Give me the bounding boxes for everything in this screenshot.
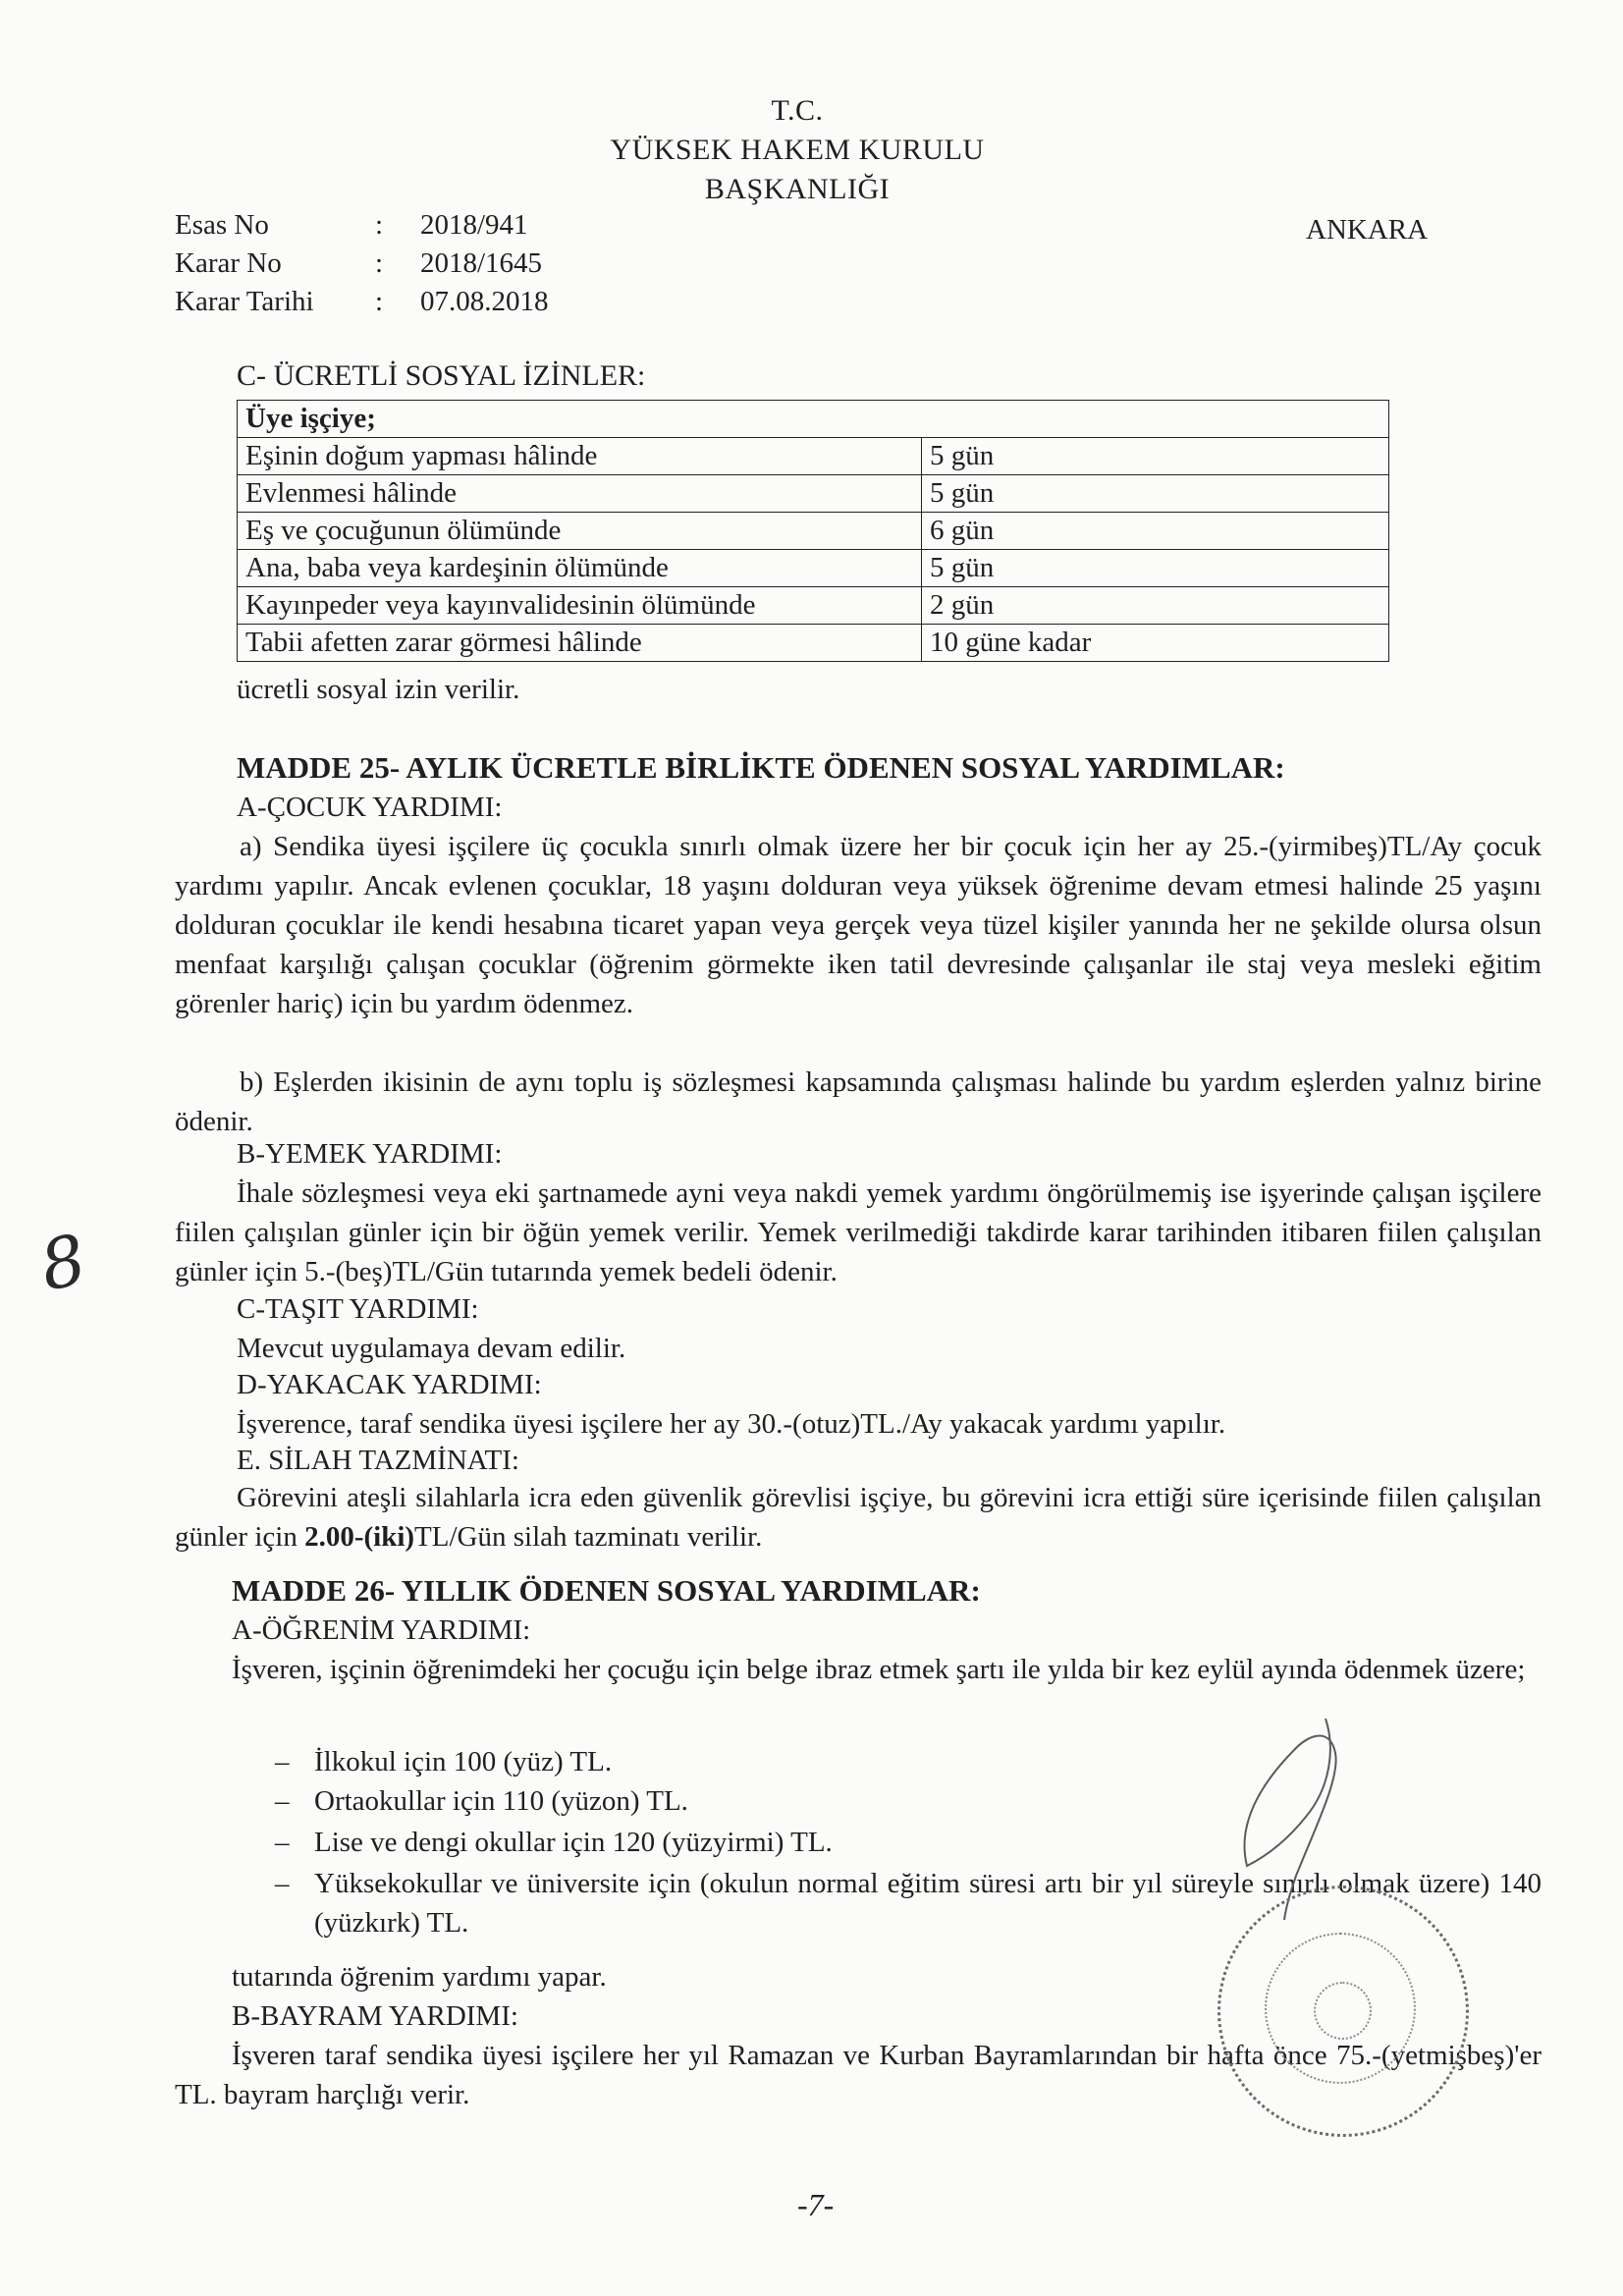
table-row (238, 513, 1389, 550)
table-row (238, 587, 1389, 625)
madde25-title: MADDE 25- AYLIK ÜCRETLE BİRLİKTE ÖDENEN SOSYAL YARDIMLAR: (237, 750, 1285, 785)
page-number: -7- (797, 2187, 835, 2222)
leave-value: 5 gün (922, 550, 1389, 587)
madde25-a-para-b-text: b) Eşlerden ikisinin de aynı toplu iş sözleşmesi kapsamında çalışması halinde bu yardım eşlerden yalnız birine ödenir. (175, 1066, 1542, 1137)
tarih-value: 07.08.2018 (420, 286, 549, 317)
madde26-title: MADDE 26- YILLIK ÖDENEN SOSYAL YARDIMLAR: (232, 1573, 981, 1608)
dash-marker: – (275, 1746, 290, 1777)
esas-value: 2018/941 (420, 209, 528, 241)
official-stamp-center (1314, 1982, 1372, 2040)
list-item-text: Yüksekokullar ve üniversite için (okulun normal eğitim süresi artı bir yıl süreyle sınırlı olmak üzere) 140 (yüzkırk) TL. (314, 1868, 1542, 1939)
madde26-a-para-text: İşveren, işçinin öğrenimdeki her çocuğu için belge ibraz etmek şartı ile yılda bir kez eylül ayında ödenmek üzere; (232, 1654, 1526, 1685)
official-stamp-icon (1217, 1886, 1469, 2137)
leave-label: Ana, baba veya kardeşinin ölümünde (238, 550, 922, 587)
madde25-b-title: B-YEMEK YARDIMI: (237, 1138, 503, 1170)
table-row (238, 625, 1389, 662)
list-item-text: Lise ve dengi okullar için 120 (yüzyirmi) TL. (314, 1827, 833, 1858)
table-row (238, 438, 1389, 475)
madde25-b-para (175, 1174, 1542, 1291)
header-department: BAŞKANLIĞI (704, 173, 891, 205)
list-item-text: Ortaokullar için 110 (yüzon) TL. (314, 1785, 688, 1817)
header-institution: YÜKSEK HAKEM KURULU (610, 134, 985, 166)
leave-label: Eşinin doğum yapması hâlinde (238, 438, 922, 475)
leave-label: Tabii afetten zarar görmesi hâlinde (238, 625, 922, 662)
madde25-a-para-a (175, 827, 1542, 1023)
list-item-text: İlkokul için 100 (yüz) TL. (314, 1746, 613, 1777)
madde25-b-para-text: İhale sözleşmesi veya eki şartnamede ayni veya nakdi yemek yardımı öngörülmemiş ise işyerinde çalışan işçilere fiilen çalışılan günler için bir öğün yemek verilir. Yemek verilmediği takdirde karar tarihinden itibaren fiilen çalışılan günler için 5.-(beş)TL/Gün tutarında yemek bedeli ödenir. (175, 1177, 1542, 1287)
leave-value: 10 güne kadar (922, 625, 1389, 662)
madde26-a-para (175, 1650, 1542, 1689)
dash-marker: – (275, 1785, 290, 1817)
margin-handwritten-mark: 8 (32, 1219, 93, 1307)
madde25-e-para-1: Görevini ateşli silahlarla icra eden güvenlik görevlisi işçiye, bu görevini icra ettiği süre içerisinde fiilen çalışılan günler için (175, 1482, 1542, 1553)
list-item (275, 1823, 833, 1862)
leave-value: 5 gün (922, 475, 1389, 513)
madde25-c-title: C-TAŞIT YARDIMI: (237, 1293, 479, 1325)
dash-marker: – (275, 1827, 290, 1858)
leave-label: Kayınpeder veya kayınvalidesinin ölümünde (238, 587, 922, 625)
leave-table (237, 400, 1389, 662)
karar-colon: : (375, 247, 384, 279)
leave-table-header-row (238, 401, 1389, 438)
madde25-d-para: İşverence, taraf sendika üyesi işçilere her ay 30.-(otuz)TL./Ay yakacak yardımı yapılır. (237, 1408, 1226, 1440)
madde25-e-para (175, 1478, 1542, 1557)
leave-table-header: Üye işçiye; (238, 401, 1389, 438)
tarih-label: Karar Tarihi (175, 286, 314, 317)
city: ANKARA (1306, 214, 1429, 246)
esas-label: Esas No (175, 209, 269, 241)
esas-colon: : (375, 209, 384, 241)
leave-label: Eş ve çocuğunun ölümünde (238, 513, 922, 550)
dash-marker: – (275, 1868, 290, 1899)
leave-label: Evlenmesi hâlinde (238, 475, 922, 513)
header-tc: T.C. (771, 94, 824, 127)
madde25-e-title: E. SİLAH TAZMİNATI: (237, 1445, 519, 1476)
madde26-a-footer: tutarında öğrenim yardımı yapar. (232, 1961, 607, 1993)
madde25-e-amount: 2.00-(iki) (304, 1521, 415, 1553)
madde25-a-title: A-ÇOCUK YARDIMI: (237, 792, 503, 823)
tarih-colon: : (375, 286, 384, 317)
madde25-c-para: Mevcut uygulamaya devam edilir. (237, 1333, 626, 1364)
madde26-a-title: A-ÖĞRENİM YARDIMI: (232, 1614, 531, 1646)
madde26-b-para-text: İşveren taraf sendika üyesi işçilere her yıl Ramazan ve Kurban Bayramlarından bir hafta önce 75.-(yetmişbeş)'er TL. bayram harçlığı verir. (175, 2040, 1542, 2110)
madde25-d-title: D-YAKACAK YARDIMI: (237, 1369, 542, 1400)
section-c-footer: ücretli sosyal izin verilir. (237, 674, 520, 705)
karar-label: Karar No (175, 247, 282, 279)
leave-value: 2 gün (922, 587, 1389, 625)
karar-value: 2018/1645 (420, 247, 543, 279)
madde25-a-para-a-text: a) Sendika üyesi işçilere üç çocukla sınırlı olmak üzere her bir çocuk için her ay 25.-(yirmibeş)TL/Ay çocuk yardımı yapılır. Ancak evlenen çocuklar, 18 yaşını dolduran veya yüksek öğrenime devam etmesi halinde 25 yaşını dolduran çocuklar ile kendi hesabına ticaret yapan veya gerçek veya tüzel kişiler yanında her ne şekilde olursa olsun menfaat karşılığı çalışan çocuklar (öğrenim görmekte iken tatil devresinde çalışanlar ile staj veya mesleki eğitim görenler hariç) için bu yardım ödenmez. (175, 831, 1542, 1019)
section-c-title: C- ÜCRETLİ SOSYAL İZİNLER: (237, 359, 646, 392)
madde26-b-title: B-BAYRAM YARDIMI: (232, 2000, 518, 2032)
madde25-e-para-2: TL/Gün silah tazminatı verilir. (414, 1521, 763, 1553)
madde25-a-para-b (175, 1063, 1542, 1141)
leave-value: 6 gün (922, 513, 1389, 550)
list-item (275, 1742, 612, 1781)
table-row (238, 475, 1389, 513)
list-item (275, 1781, 688, 1821)
leave-value: 5 gün (922, 438, 1389, 475)
table-row (238, 550, 1389, 587)
